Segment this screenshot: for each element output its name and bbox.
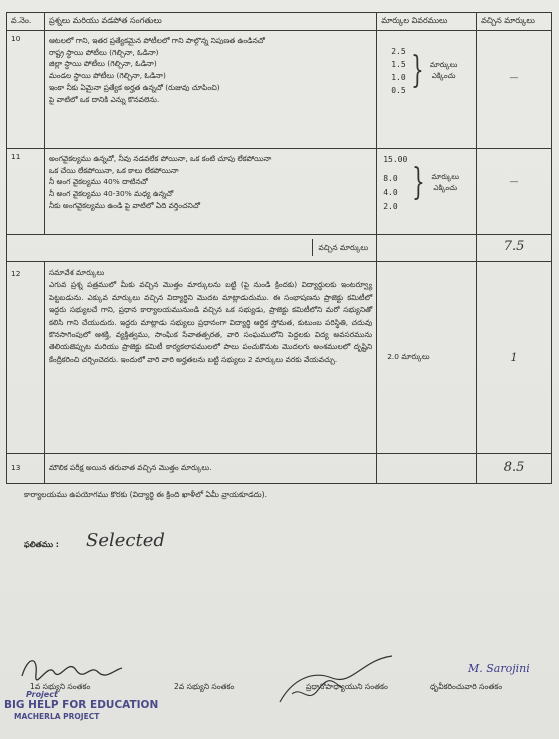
question-line: ఆటలలో గాని, ఇతర ప్రత్యేకమైన పోటీలలో గాని పాల్గొన్న నిపుణత ఉండినచో — [48, 35, 265, 45]
stamp-line: BIG HELP FOR EDUCATION — [4, 699, 159, 711]
headmaster-signature-mark — [272, 650, 402, 710]
awarded-value: 8.5 — [503, 459, 525, 475]
table-header-row — [7, 13, 552, 31]
row-number: 13 — [7, 453, 45, 483]
total-text: మౌలిక పరీక్ష అయిన తరువాత వచ్చిన మొత్తం మార్కులు. — [48, 463, 212, 473]
row-number: 10 — [7, 30, 45, 148]
question-line: మండల స్థాయి పోటీలు (గెల్చినా, ఓడినా) — [48, 71, 166, 81]
mark-value: 2.5 — [391, 46, 406, 56]
marks-note: మార్కులు ఎక్కించు — [429, 60, 458, 81]
verifier-name-handwritten: M. Sarojini — [468, 662, 530, 675]
question-text — [44, 30, 376, 148]
awarded-cell — [477, 453, 552, 483]
marks-note: మార్కులు ఎక్కించు — [431, 172, 459, 192]
stamp-line: Project — [26, 690, 58, 699]
project-stamp — [4, 690, 158, 721]
subtotal-value-cell — [477, 234, 552, 261]
table-row-12 — [7, 261, 552, 453]
awarded-cell — [477, 30, 552, 148]
subtotal-label-cell — [44, 234, 376, 261]
subtotal-label: వచ్చిన మార్కులు — [312, 239, 373, 256]
mark-value: 4.0 — [383, 187, 398, 197]
section-paragraph: ఎగువ ప్రశ్న పత్రములో మీకు వచ్చిన మొత్తం మార్కులను బట్టి (పై నుండి క్రిందకు) విద్యార్థులకు ఇంటర్వ్యూ పెట్టబడును. ఎక్కువ మార్కులు వచ్చిన విద్యార్థిని మొదట మాట్లాడుదుము. ఈ సంభాషణను ప్రాజెక్టు కమిటీలో ఇద్దరు సభ్యులచే గాని, ప్రధాన కార్యాలయమునుండి వచ్చిన ఒక సభ్యుడు, ప్రాజెక్టు కమిటీలోని మరో సభ్యునితో కలిసి గాని చేయుదురు. ఇద్దరు మాట్లాడు సభ్యులు ప్రధానంగా విద్యార్థి ఆర్థిక స్తోమత, కుటుంబ పరిస్థితి, చదువు కొనసాగింపులో ఆశక్తి, వ్యక్తిత్వము, సాంఘిక సేవాతత్పరత, వారి సంఘములోని పెద్దలకు విద్య అవసరమును తెలియజెప్పుట మరియు ప్రాజెక్టు కమిటీ కార్యకలాపములలో పాలు పంచుకొనుట మొదలగు అంశములలో దృష్టిని కేంద్రీకరించి చర్చించెదరు. ఇందులో వారి వారి అర్హతలను బట్టి సభ్యులు 2 మార్కులు వరకు వేయవచ్చు. — [48, 280, 373, 364]
header-sno: వ.నెం. — [7, 13, 45, 31]
mark-value: 0.5 — [391, 86, 406, 96]
row-number: 12 — [7, 261, 45, 453]
mark-value: 2.0 — [383, 201, 398, 211]
row-number: 11 — [7, 148, 45, 234]
awarded-value: — — [509, 176, 519, 187]
marks-list — [391, 45, 405, 98]
stamp-line: MACHERLA PROJECT — [14, 711, 100, 721]
mark-value: 15.00 — [383, 154, 408, 164]
section-title: సమావేశ మార్కులు — [48, 267, 105, 277]
mark-value: 8.0 — [383, 174, 398, 184]
office-use-note: కార్యాలయము ఉపయోగము కొరకు (విద్యార్థి ఈ క్రింది ఖాళీలో ఏమీ వ్రాయకూడదు). — [24, 490, 268, 499]
question-line: జిల్లా స్థాయి పోటీలు (గెల్చినా, ఓడినా) — [48, 59, 157, 69]
question-line: ఒక చేయి లేకపోయినా, ఒక కాలు లేకపోయినా — [48, 165, 179, 175]
header-question: ప్రశ్నలు మరియు వడపోత సంగతులు — [44, 13, 376, 31]
member1-signature-mark — [18, 652, 128, 682]
subtotal-value: 7.5 — [503, 239, 525, 255]
marks-table — [6, 12, 552, 484]
subtotal-row — [7, 234, 552, 261]
question-line: నీ అంగ వైకల్యము 40% దాటినచో — [48, 177, 148, 187]
awarded-value: — — [509, 72, 519, 83]
result-value: Selected — [86, 530, 165, 551]
mark-value: 1.0 — [391, 73, 406, 83]
awarded-cell — [477, 261, 552, 453]
member1-signature-label: 1వ సభ్యుని సంతకం — [30, 682, 91, 691]
question-text — [44, 261, 376, 453]
question-line: పై వాటిలో ఒక దానికి ఎన్ను కొనవలెను. — [48, 95, 160, 105]
question-line: నీకు అంగవైకల్యము ఉండి పై వాటిలో ఏది వర్తించనిచో — [48, 201, 200, 211]
table-row-10 — [7, 30, 552, 148]
mark-value: 2.0 మార్కులు — [387, 352, 430, 362]
header-marks-details: మార్కుల వివరములు — [377, 13, 477, 31]
marks-list — [383, 153, 407, 213]
marks-details — [377, 30, 477, 148]
member2-signature-label: 2వ సభ్యుని సంతకం — [174, 682, 235, 691]
question-line: ఇంకా నీకు ఏమైనా ప్రత్యేక అర్హత ఉన్నచో (రుజువు చూపించి) — [48, 83, 220, 93]
awarded-cell — [477, 148, 552, 234]
table-row-11 — [7, 148, 552, 234]
marks-details — [377, 261, 477, 453]
table-row-13 — [7, 453, 552, 483]
marks-details — [377, 148, 477, 234]
awarded-value: 1 — [510, 350, 518, 364]
question-line: నీ అంగ వైకల్యము 40-30% మధ్య ఉన్నచో — [48, 189, 174, 199]
brace-mark: } — [412, 161, 426, 203]
question-line: అంగవైకల్యము ఉన్నచో, నీవు నడవలేక పోయినా, ఒక కంటి చూపు లేకపోయినా — [48, 153, 272, 163]
verifier-signature-label: ధృవీకరించువారి సంతకం — [430, 682, 503, 691]
mark-value: 1.5 — [391, 59, 406, 69]
header-awarded: వచ్చిన మార్కులు — [477, 13, 552, 31]
brace-mark: } — [410, 50, 424, 92]
result-label: ఫలితము : — [24, 540, 59, 549]
question-text — [44, 453, 376, 483]
question-text — [44, 148, 376, 234]
question-line: రాష్ట్ర స్థాయి పోటీలు (గెల్చినా, ఓడినా) — [48, 47, 159, 57]
headmaster-signature-label: ప్రధానోపాధ్యాయుని సంతకం — [306, 682, 388, 691]
